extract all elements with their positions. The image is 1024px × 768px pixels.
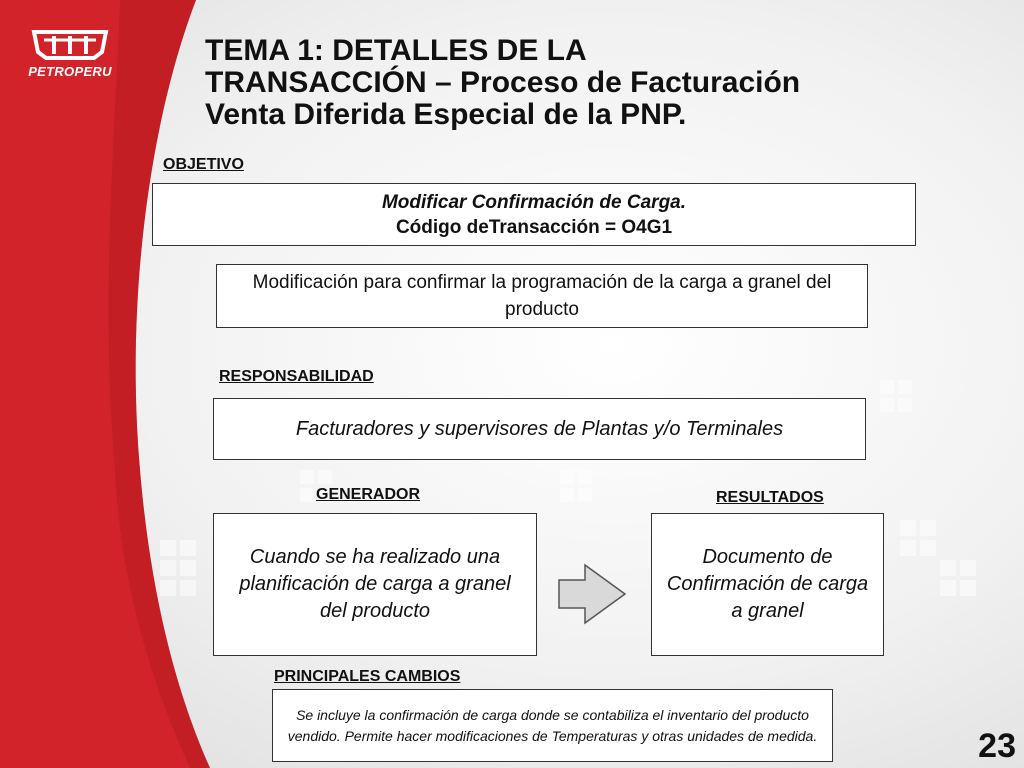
cambios-box [272, 689, 833, 762]
generador-text: Cuando se ha realizado una planificación de carga a granel del producto [239, 546, 511, 622]
generador-box [213, 513, 537, 656]
objetivo-text: Modificar Confirmación de Carga. [381, 191, 687, 213]
cambios-text: Se incluye la confirmación de carga donde se contabiliza el inventario del producto vendido. Permite hacer modificaciones de Temperaturas y otras unidades de medida. [287, 706, 818, 744]
resultados-label: RESULTADOS [716, 489, 824, 506]
logo-text: PETROPERU [28, 64, 112, 79]
descripcion-box [216, 264, 868, 328]
descripcion-text: Modificación para confirmar la programación de la carga a granel del producto [252, 272, 832, 320]
title-line: TRANSACCIÓN – Proceso de Facturación [205, 66, 801, 99]
objetivo-label: OBJETIVO [163, 156, 244, 173]
cambios-label: PRINCIPALES CAMBIOS [274, 668, 461, 685]
resultados-text: Documento de Confirmación de carga a granel [666, 546, 869, 622]
responsabilidad-box [213, 398, 866, 460]
arrow-right-icon [557, 563, 627, 625]
responsabilidad-label: RESPONSABILIDAD [219, 368, 374, 385]
page-number: 23 [978, 727, 1016, 765]
title-line: Venta Diferida Especial de la PNP. [205, 98, 687, 131]
transaction-code: Código deTransacción = O4G1 [395, 216, 673, 238]
objetivo-box [152, 183, 916, 246]
page-title [205, 35, 1005, 131]
resultados-box [651, 513, 884, 656]
title-line: TEMA 1: DETALLES DE LA [205, 34, 587, 67]
generador-label: GENERADOR [316, 486, 421, 503]
responsabilidad-text: Facturadores y supervisores de Plantas y/o Terminales [295, 417, 784, 440]
